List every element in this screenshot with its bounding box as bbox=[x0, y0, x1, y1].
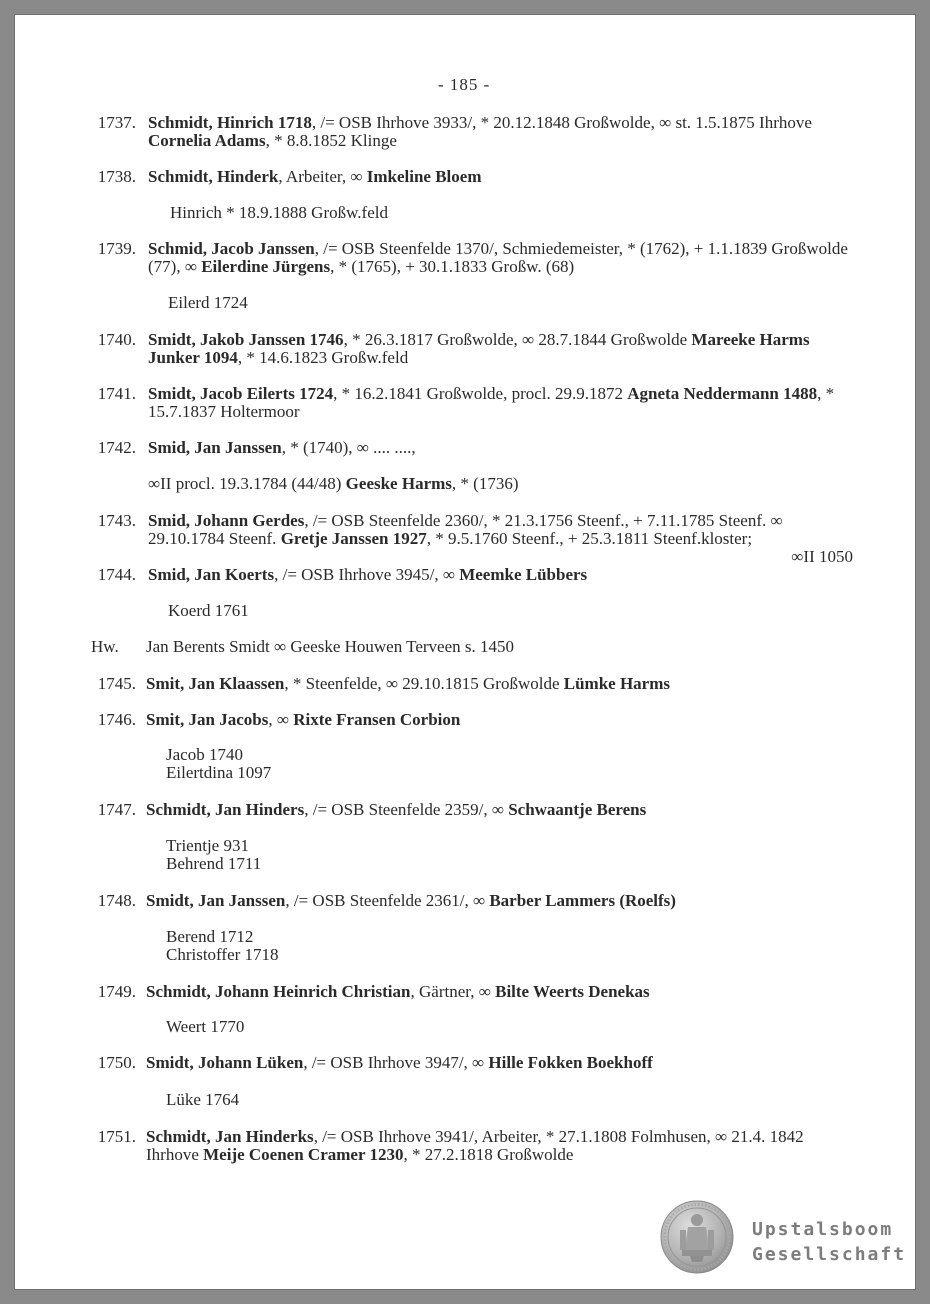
entry-number: 1743. bbox=[97, 511, 136, 530]
person-name: Schmidt, Hinrich 1718 bbox=[148, 113, 312, 132]
person-name: Schmid, Jacob Janssen bbox=[148, 239, 315, 258]
entry-text bbox=[148, 168, 853, 186]
person-name: Schmidt, Hinderk bbox=[148, 167, 279, 186]
footer-logo bbox=[660, 1200, 910, 1275]
child-entry: Eilertdina 1097 bbox=[166, 763, 272, 782]
spouse-name: Mareeke Harms Junker 1094 bbox=[148, 330, 810, 367]
person-name: Schmidt, Jan Hinderks bbox=[146, 1127, 314, 1146]
person-name: Smid, Jan Janssen bbox=[148, 438, 282, 457]
child-entry: Christoffer 1718 bbox=[166, 945, 279, 964]
spouse-name: Rixte Fransen Corbion bbox=[293, 710, 461, 729]
spouse-name: Gretje Janssen 1927 bbox=[280, 529, 427, 548]
person-name: Schmidt, Johann Heinrich Christian bbox=[146, 982, 411, 1001]
brand-line-2: Gesellschaft bbox=[752, 1244, 907, 1265]
entry-text bbox=[146, 983, 851, 1001]
entry-details: , /= OSB Steenfelde 1370/, Schmiedemeister, * (1762), + 1.1.1839 Großwolde (77), ∞ bbox=[148, 239, 848, 276]
entry-text bbox=[148, 385, 853, 421]
brand-line-1: Upstalsboom bbox=[752, 1219, 894, 1240]
entry-text bbox=[148, 331, 853, 367]
entry-text bbox=[148, 512, 853, 566]
entry-details: , Arbeiter, ∞ bbox=[278, 167, 367, 186]
entry-details: , * 15.7.1837 Holtermoor bbox=[148, 384, 835, 421]
spouse-name: Imkeline Bloem bbox=[366, 167, 482, 186]
spouse-name: Meemke Lübbers bbox=[459, 565, 588, 584]
spouse-name: Hille Fokken Boekhoff bbox=[488, 1053, 653, 1072]
entry-details: , /= OSB Ihrhove 3941/, Arbeiter, * 27.1.1808 Folmhusen, ∞ 21.4. 1842 Ihrhove bbox=[146, 1127, 804, 1164]
entry-details: , ∞ bbox=[268, 710, 294, 729]
entry-details: , * Steenfelde, ∞ 29.10.1815 Großwolde bbox=[284, 674, 564, 693]
entry-number: 1750. bbox=[97, 1053, 136, 1072]
seal-icon bbox=[660, 1200, 734, 1274]
page-number: - 185 - bbox=[438, 75, 491, 94]
entry-details: Jan Berents Smidt ∞ Geeske Houwen Terveen s. 1450 bbox=[146, 637, 515, 656]
spouse-name: Geeske Harms bbox=[345, 474, 452, 493]
spouse-name: Cornelia Adams bbox=[148, 131, 266, 150]
entry-number: 1739. bbox=[97, 239, 136, 258]
entry-details: , * 14.6.1823 Großw.feld bbox=[237, 348, 409, 367]
person-name: Smidt, Jan Janssen bbox=[146, 891, 286, 910]
entry-details: , /= OSB Steenfelde 2360/, * 21.3.1756 Steenf., + 7.11.1785 Steenf. ∞ 29.10.1784 Steenf. bbox=[148, 511, 783, 548]
entry-number: 1747. bbox=[97, 800, 136, 819]
entry-text bbox=[146, 675, 851, 693]
entry-details: , * (1740), ∞ .... ...., bbox=[281, 438, 416, 457]
entry-number: 1744. bbox=[97, 565, 136, 584]
entry-number: 1737. bbox=[97, 113, 136, 132]
entry-details: , * (1736) bbox=[451, 474, 519, 493]
spouse-name: Barber Lammers (Roelfs) bbox=[489, 891, 676, 910]
child-entry: Koerd 1761 bbox=[168, 601, 249, 620]
person-name: Smidt, Johann Lüken bbox=[146, 1053, 304, 1072]
entry-text bbox=[146, 801, 851, 819]
entry-text bbox=[146, 711, 851, 729]
person-name: Smid, Jan Koerts bbox=[148, 565, 275, 584]
entry-details: , /= OSB Steenfelde 2361/, ∞ bbox=[285, 891, 490, 910]
spouse-name: Schwaantje Berens bbox=[508, 800, 647, 819]
child-entry: Jacob 1740 bbox=[166, 745, 243, 764]
entry-details: , * 9.5.1760 Steenf., + 25.3.1811 Steenf.kloster; bbox=[426, 529, 753, 548]
spouse-name: Eilerdine Jürgens bbox=[201, 257, 331, 276]
entry-details: , /= OSB Ihrhove 3933/, * 20.12.1848 Großwolde, ∞ st. 1.5.1875 Ihrhove bbox=[311, 113, 812, 132]
person-name: Smidt, Jacob Eilerts 1724 bbox=[148, 384, 334, 403]
entry-number: 1742. bbox=[97, 438, 136, 457]
entry-details: , * 26.3.1817 Großwolde, ∞ 28.7.1844 Großwolde bbox=[343, 330, 692, 349]
person-name: Schmidt, Jan Hinders bbox=[146, 800, 305, 819]
person-name: Smit, Jan Jacobs bbox=[146, 710, 269, 729]
entry-text bbox=[148, 114, 853, 150]
entry-number: 1738. bbox=[97, 167, 136, 186]
entry-details: , Gärtner, ∞ bbox=[410, 982, 496, 1001]
entry-number: 1741. bbox=[97, 384, 136, 403]
cross-reference: ∞II 1050 bbox=[791, 547, 853, 566]
child-entry: Lüke 1764 bbox=[166, 1090, 240, 1109]
entry-details: , * 8.8.1852 Klinge bbox=[265, 131, 397, 150]
entry-number: 1751. bbox=[97, 1127, 136, 1146]
entry-text bbox=[148, 566, 853, 584]
entry-number: 1740. bbox=[97, 330, 136, 349]
child-entry: Behrend 1711 bbox=[166, 854, 262, 873]
entry-number: Hw. bbox=[91, 637, 119, 656]
second-marriage bbox=[148, 475, 518, 493]
spouse-name: Bilte Weerts Denekas bbox=[495, 982, 650, 1001]
entry-details: , /= OSB Ihrhove 3945/, ∞ bbox=[274, 565, 460, 584]
child-entry: Weert 1770 bbox=[166, 1017, 245, 1036]
child-entry: Eilerd 1724 bbox=[168, 293, 248, 312]
entry-number: 1745. bbox=[97, 674, 136, 693]
person-name: Smit, Jan Klaassen bbox=[146, 674, 285, 693]
child-entry: Trientje 931 bbox=[166, 836, 249, 855]
entry-details: , * 16.2.1841 Großwolde, procl. 29.9.1872 bbox=[333, 384, 628, 403]
entry-details: , * (1765), + 30.1.1833 Großw. (68) bbox=[330, 257, 575, 276]
entry-details: , * 27.2.1818 Großwolde bbox=[403, 1145, 574, 1164]
entry-text bbox=[146, 1054, 851, 1072]
entry-details: ∞II procl. 19.3.1784 (44/48) bbox=[148, 474, 346, 493]
child-entry: Berend 1712 bbox=[166, 927, 254, 946]
entry-details: , /= OSB Ihrhove 3947/, ∞ bbox=[303, 1053, 489, 1072]
entry-number: 1749. bbox=[97, 982, 136, 1001]
entry-details: , /= OSB Steenfelde 2359/, ∞ bbox=[304, 800, 509, 819]
entry-text bbox=[146, 1128, 851, 1164]
entry-text bbox=[146, 892, 851, 910]
person-name: Smid, Johann Gerdes bbox=[148, 511, 305, 530]
brand-name bbox=[752, 1217, 906, 1267]
entry-number: 1746. bbox=[97, 710, 136, 729]
spouse-name: Lümke Harms bbox=[563, 674, 670, 693]
person-name: Smidt, Jakob Janssen 1746 bbox=[148, 330, 344, 349]
entry-text bbox=[146, 638, 851, 656]
entry-text bbox=[148, 439, 853, 457]
spouse-name: Meije Coenen Cramer 1230 bbox=[203, 1145, 404, 1164]
spouse-name: Agneta Neddermann 1488 bbox=[627, 384, 818, 403]
entry-text bbox=[148, 240, 853, 276]
child-entry: Hinrich * 18.9.1888 Großw.feld bbox=[170, 203, 388, 222]
entry-number: 1748. bbox=[97, 891, 136, 910]
